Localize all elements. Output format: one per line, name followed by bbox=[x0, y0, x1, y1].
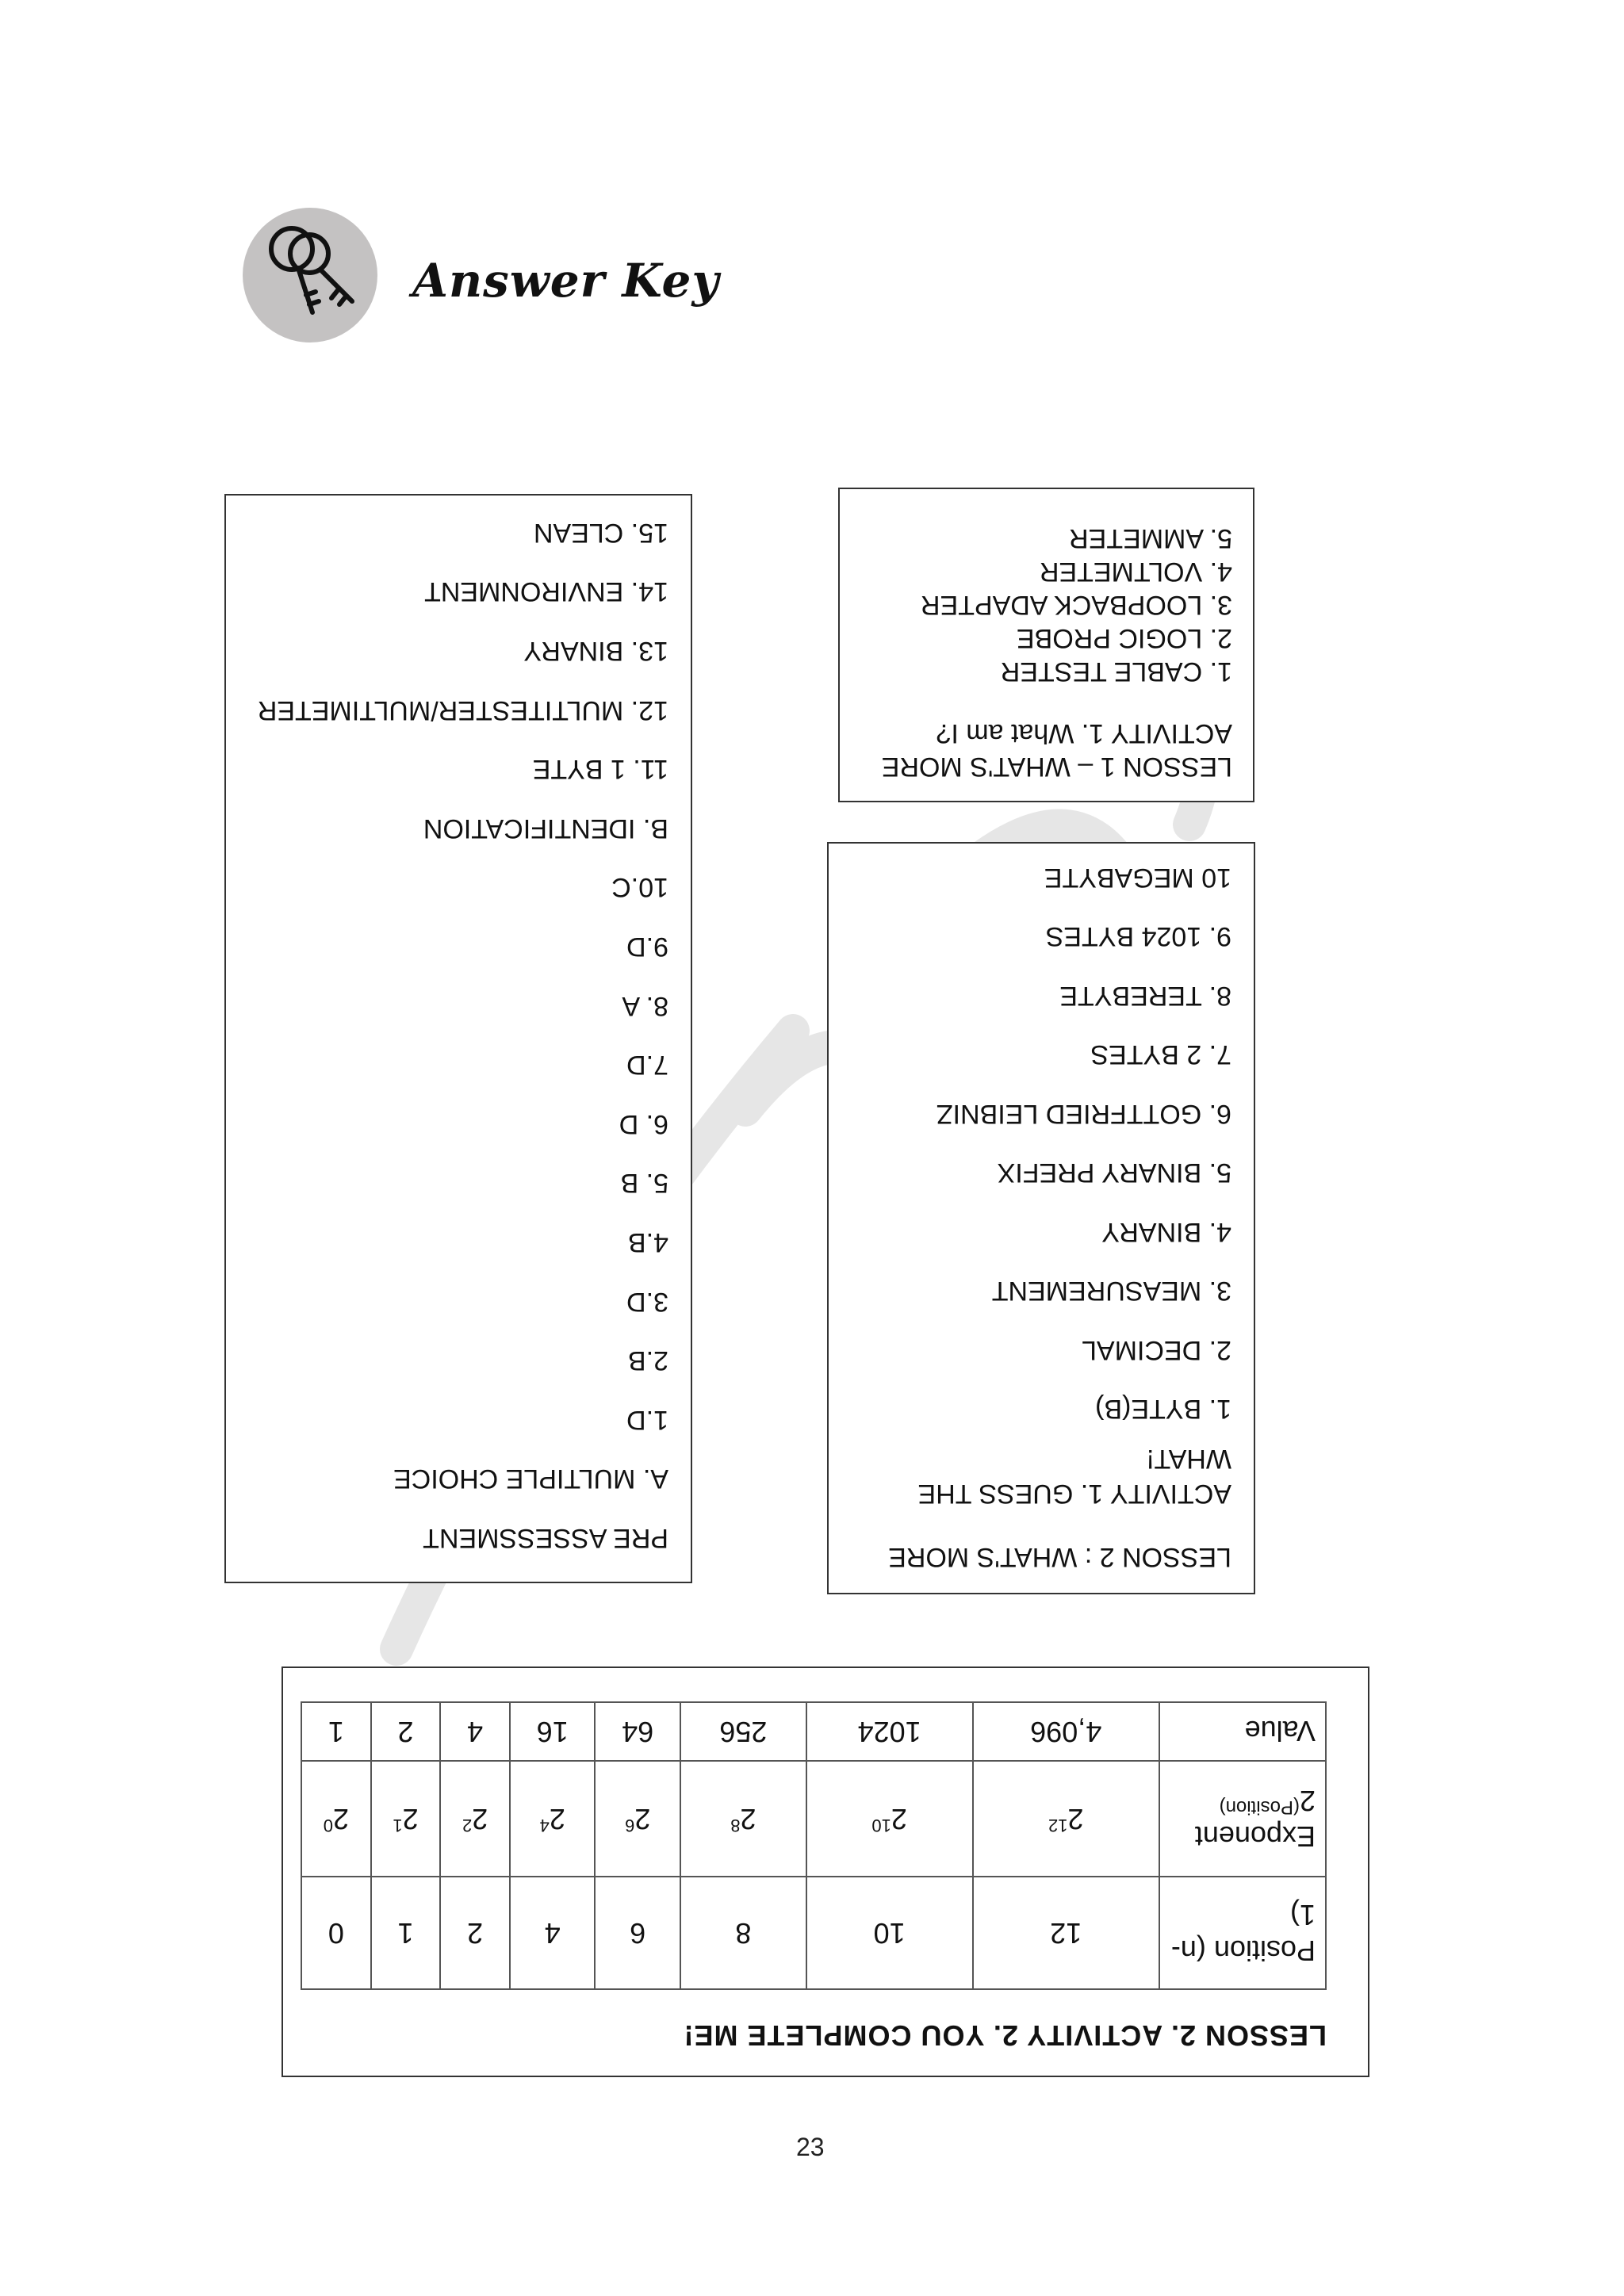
lesson2-activity2-box bbox=[282, 1667, 1369, 2077]
table-title: LESSON 2. ACTIVITY 2. YOU COMPLETE ME! bbox=[683, 2019, 1327, 2052]
table-cell: 8 bbox=[680, 1877, 806, 1989]
table-cell: 256 bbox=[680, 1702, 806, 1761]
table-cell: 10 bbox=[806, 1877, 973, 1989]
list-item: 2.B bbox=[627, 1345, 668, 1376]
list-item: 8. TEREBYTE bbox=[1059, 981, 1231, 1011]
lesson1-heading: LESSON 1 – WHAT'S MORE bbox=[881, 752, 1232, 782]
page-title: Answer Key bbox=[412, 254, 720, 308]
list-item: 9. 1024 BYTES bbox=[1045, 921, 1231, 952]
pre-assessment-heading: PRE ASSESSMENT bbox=[423, 1523, 668, 1553]
multiple-choice-heading: A. MULTIPLE CHOICE bbox=[393, 1464, 668, 1494]
list-item: 9.D bbox=[626, 932, 668, 962]
table-cell: 4 bbox=[510, 1877, 596, 1989]
table-cell: $2^8$ bbox=[680, 1761, 806, 1877]
list-item: 1. BYTE(B) bbox=[1095, 1394, 1231, 1425]
table-cell: 4 bbox=[440, 1702, 510, 1761]
table-cell: 1024 bbox=[806, 1702, 973, 1761]
list-item: 5. B bbox=[620, 1168, 668, 1199]
list-item: 10.C bbox=[611, 872, 668, 903]
list-item: 11. 1 BYTE bbox=[532, 754, 668, 785]
exponent-label bbox=[1159, 1761, 1326, 1877]
table-cell: 2 bbox=[371, 1702, 441, 1761]
list-item: 3.D bbox=[626, 1286, 668, 1317]
list-item: 5. AMMETER bbox=[1069, 523, 1232, 553]
list-item: 5. BINARY PREFIX bbox=[997, 1158, 1231, 1188]
table-cell: $2^6$ bbox=[595, 1761, 680, 1877]
list-item: 1. CABLE TESTER bbox=[1000, 656, 1232, 687]
position-label: Position (n-1) bbox=[1159, 1877, 1326, 1989]
table-cell: 2 bbox=[440, 1877, 510, 1989]
table-row bbox=[301, 1877, 1326, 1989]
powers-of-two-table bbox=[301, 1701, 1327, 1990]
table-cell: 16 bbox=[510, 1702, 596, 1761]
list-item: 6. GOTTFRIED LEIBNIZ bbox=[936, 1099, 1231, 1129]
table-row bbox=[301, 1761, 1326, 1877]
keys-icon bbox=[243, 208, 377, 342]
list-item: 15. CLEAN bbox=[533, 517, 668, 548]
list-item: 8. A bbox=[622, 990, 668, 1021]
list-item: 4.B bbox=[627, 1227, 668, 1258]
list-item: 3. LOOPBACK ADAPTER bbox=[920, 590, 1232, 620]
table-cell: 6 bbox=[595, 1877, 680, 1989]
identification-heading: B. IDENTIFICATION bbox=[423, 813, 668, 844]
list-item: 4. BINARY bbox=[1101, 1217, 1231, 1247]
list-item: 7. 2 BYTES bbox=[1090, 1039, 1231, 1070]
list-item: 3. MEASUREMENT bbox=[991, 1276, 1231, 1307]
exponent-label-text: Exponent bbox=[1194, 1820, 1316, 1853]
page-number: 23 bbox=[796, 2133, 825, 2161]
list-item: 6. D bbox=[619, 1108, 668, 1139]
exponent-label-base: 2 bbox=[1299, 1785, 1316, 1817]
lesson2-heading: LESSON 2 : WHAT'S MORE bbox=[888, 1542, 1231, 1572]
table-cell: $2^2$ bbox=[440, 1761, 510, 1877]
list-item: 12. MULTITESTER/MULTIMETER bbox=[257, 695, 668, 725]
table-cell: 0 bbox=[301, 1877, 371, 1989]
list-item: 4. VOLTMETER bbox=[1039, 557, 1232, 587]
list-item: 2. LOGIC PROBE bbox=[1016, 623, 1232, 653]
table-cell: 64 bbox=[595, 1702, 680, 1761]
list-item: 13. BINARY bbox=[523, 636, 668, 667]
lesson1-box bbox=[838, 488, 1254, 802]
table-cell: $2^1$ bbox=[371, 1761, 441, 1877]
list-item: 10 MEGABYTE bbox=[1044, 863, 1231, 893]
table-cell: 12 bbox=[973, 1877, 1159, 1989]
lesson1-activity: ACTIVITY 1. What am I? bbox=[936, 718, 1232, 748]
table-cell: 1 bbox=[301, 1702, 371, 1761]
table-cell: $2^{12}$ bbox=[973, 1761, 1159, 1877]
table-cell: $2^{10}$ bbox=[806, 1761, 973, 1877]
table-cell: 1 bbox=[371, 1877, 441, 1989]
list-item: 7.D bbox=[626, 1050, 668, 1081]
table-cell: 4,096 bbox=[973, 1702, 1159, 1761]
table-row bbox=[301, 1702, 1326, 1761]
value-label: Value bbox=[1159, 1702, 1326, 1761]
lesson2-activity: ACTIVITY 1. GUESS THE WHAT! bbox=[917, 1444, 1231, 1510]
lesson2-box bbox=[827, 842, 1255, 1594]
exponent-label-sup: (Position) bbox=[1219, 1797, 1300, 1818]
list-item: 2. DECIMAL bbox=[1082, 1335, 1231, 1365]
table-cell: $2^0$ bbox=[301, 1761, 371, 1877]
list-item: 1.D bbox=[626, 1404, 668, 1435]
table-cell: $2^4$ bbox=[510, 1761, 596, 1877]
pre-assessment-box bbox=[224, 494, 692, 1583]
list-item: 14. ENVIRONMENT bbox=[424, 576, 668, 607]
